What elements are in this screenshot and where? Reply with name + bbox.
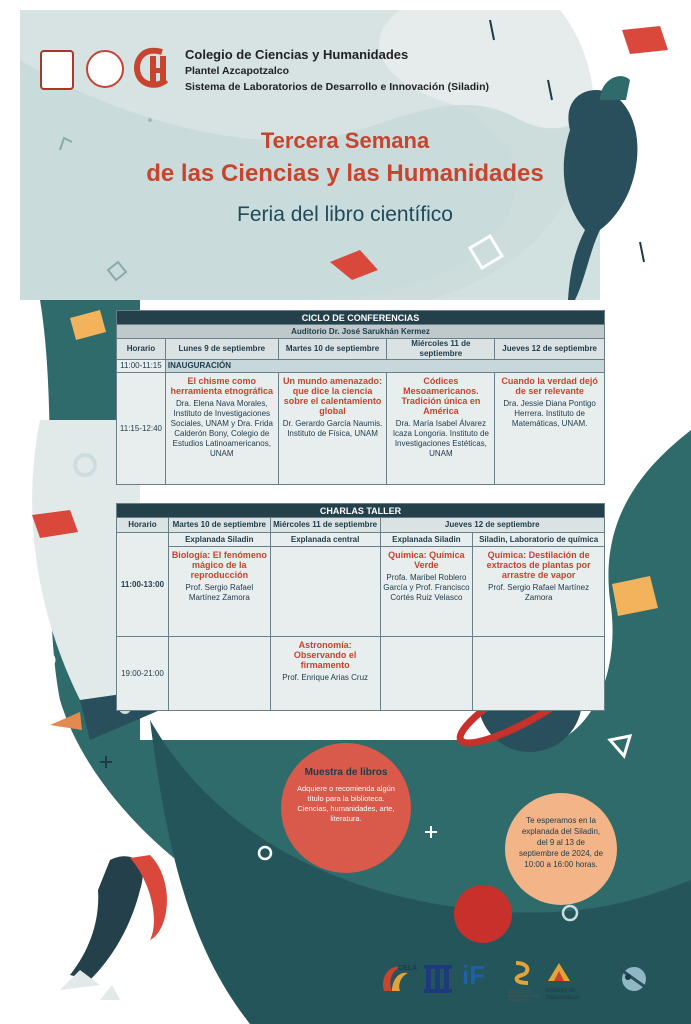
mat-label: Instituto de Matemáticas [546, 988, 581, 1001]
talk-speaker: Dra. Jessie Diana Pontigo Herrera. Instituto de Matemáticas, UNAM. [503, 399, 596, 428]
talk-speaker: Dra. Elena Nava Morales, Instituto de Investigaciones Sociales, UNAM y Dra. Frida Calderón Bony, Colegio de Estudios Latinoamericanos, UNAM [170, 399, 273, 458]
ws-cell-astro [270, 637, 380, 711]
talk-title: El chisme como herramienta etnográfica [170, 376, 274, 396]
conf-main-time: 11:15-12:40 [117, 373, 166, 485]
cch-logo [132, 46, 172, 90]
ws-cell-quim1 [380, 547, 473, 637]
workshops-band: CHARLAS TALLER [117, 504, 605, 518]
cch-seal-logo [86, 50, 124, 88]
ws-cell-empty [168, 637, 270, 711]
talk-title: Códices Mesoamericanos. Tradición única en América [401, 376, 481, 416]
talk-speaker: Dra. María Isabel Álvarez Icaza Longoria. Instituto de Investigaciones Estéticas, UNAM [392, 419, 489, 458]
title-line1: Tercera Semana [260, 128, 430, 153]
conferences-venue: Auditorio Dr. José Sarukhán Kermez [117, 325, 605, 339]
ws-cell-empty [473, 637, 605, 711]
ws-venue: Siladin, Laboratorio de química [473, 533, 605, 547]
conf-header-time: Horario [117, 339, 166, 360]
conf-talk-cell [495, 373, 605, 485]
conf-talk-cell [278, 373, 387, 485]
ws-cell-bio [168, 547, 270, 637]
sponsor-logos [370, 955, 670, 1001]
title-line2: de las Ciencias y las Humanidades [146, 160, 544, 187]
ws-header-day: Miércoles 11 de septiembre [270, 518, 380, 533]
conf-header-day: Jueves 12 de septiembre [495, 339, 605, 360]
ws-speaker: Profa. Maribel Roblero García y Prof. Francisco Cortés Ruiz Velasco [383, 573, 470, 602]
unam-logo [40, 50, 74, 90]
conf-header-day: Miércoles 11 de septiembre [387, 339, 495, 360]
inauguration-time: 11:00-11:15 [117, 360, 166, 373]
ws-title: Astronomía: Observando el firmamento [293, 640, 357, 670]
header-line3: Sistema de Laboratorios de Desarrollo e Innovación (Siladin) [185, 81, 489, 93]
conf-header-day: Martes 10 de septiembre [278, 339, 387, 360]
talk-title: Un mundo amenazado: que dice la ciencia sobre el calentamiento global [283, 376, 383, 416]
ws-header-day: Jueves 12 de septiembre [380, 518, 605, 533]
book-fair-circle [281, 743, 411, 873]
if-logo [462, 961, 506, 995]
ws-title: Química: Destilación de extractos de plantas por arrastre de vapor [486, 550, 591, 580]
conf-talk-cell [165, 373, 278, 485]
decorative-red-circle [454, 885, 512, 943]
ws-venue: Explanada Siladin [168, 533, 270, 547]
mat-logo [546, 961, 606, 1001]
ws-cell-empty [270, 547, 380, 637]
ws-speaker: Prof. Enrique Arias Cruz [282, 673, 369, 682]
subtitle: Feria del libro científico [237, 203, 453, 226]
ws-speaker: Prof. Sergio Rafael Martínez Zamora [488, 583, 590, 602]
header-line2: Plantel Azcapotzalco [185, 65, 290, 77]
ws-speaker: Prof. Sergio Rafael Martínez Zamora [185, 583, 254, 602]
inauguration-label: INAUGURACIÓN [165, 360, 604, 373]
ws-title: Química: Química Verde [388, 550, 465, 570]
cela-logo [378, 961, 418, 995]
ws-header-time: Horario [117, 518, 169, 533]
conferences-table [116, 310, 605, 485]
ws-cell-empty [380, 637, 473, 711]
book-fair-desc: Adquiere o recomienda algún título para la biblioteca. Ciencias, humanidades, arte, literatura. [297, 784, 395, 823]
talk-speaker: Dr. Gerardo García Naumis. Instituto de Física, UNAM [282, 419, 383, 438]
invitation-text: Te esperamos en la explanada del Siladin, del 9 al 13 de septiembre de 2024, de 10:00 a 16:00 horas. [518, 816, 604, 869]
ws-header-day: Martes 10 de septiembre [168, 518, 270, 533]
header-line1: Colegio de Ciencias y Humanidades [185, 47, 409, 62]
cela-label: CELA [398, 965, 418, 972]
lab-logo [614, 961, 654, 995]
header [40, 42, 680, 102]
ii-logo [424, 961, 456, 995]
ws-row2-time: 19:00-21:00 [117, 637, 169, 711]
ws-venue: Explanada central [270, 533, 380, 547]
conf-header-day: Lunes 9 de septiembre [165, 339, 278, 360]
talk-title: Cuando la verdad dejó de ser relevante [501, 376, 598, 396]
book-fair-title: Muestra de libros [304, 767, 388, 778]
iis-logo [508, 961, 548, 1002]
ws-venue: Explanada Siladin [380, 533, 473, 547]
conferences-band: CICLO DE CONFERENCIAS [117, 311, 605, 325]
workshops-table [116, 503, 605, 711]
ws-title: Biología: El fenómeno mágico de la reproducción [171, 550, 267, 580]
ws-cell-quim2 [473, 547, 605, 637]
if-label: iF [462, 960, 486, 990]
conf-talk-cell [387, 373, 495, 485]
invitation-circle [505, 793, 617, 905]
iis-label: INSTITUTO DE INVESTIGACIONES SOCIALES [508, 990, 541, 1002]
ws-row1-time: 11:00-13:00 [117, 533, 169, 637]
